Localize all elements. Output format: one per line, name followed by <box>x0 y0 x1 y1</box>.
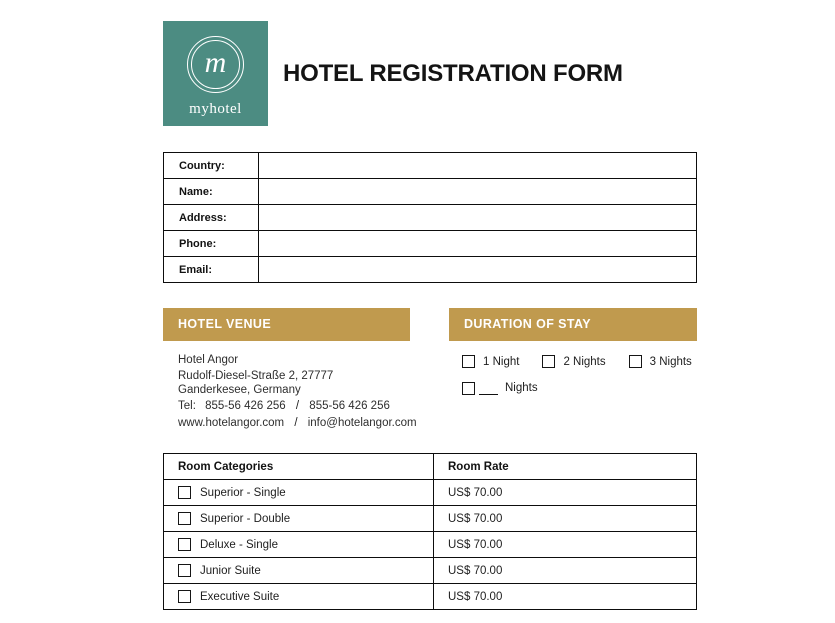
room-rate-value: US$ 70.00 <box>434 480 697 506</box>
room-category-label: Executive Suite <box>200 590 280 603</box>
brand-logo <box>163 21 268 126</box>
custom-nights-label: Nights <box>505 382 538 394</box>
duration-section-header: DURATION OF STAY <box>449 308 697 341</box>
hotel-address <box>178 370 333 397</box>
guest-field-row <box>164 231 697 257</box>
duration-option-label: 1 Night <box>483 355 520 368</box>
table-row <box>164 584 697 610</box>
room-category-label: Deluxe - Single <box>200 538 278 551</box>
room-category-label: Superior - Single <box>200 486 286 499</box>
duration-option-label: 2 Nights <box>563 355 606 368</box>
table-row <box>164 506 697 532</box>
web-separator: / <box>294 417 298 429</box>
guest-field-row <box>164 153 697 179</box>
address-value-cell[interactable] <box>259 205 697 231</box>
table-row <box>164 532 697 558</box>
address-line-2: Ganderkesee, Germany <box>178 383 301 396</box>
hotel-web-line <box>178 417 417 429</box>
hotel-name: Hotel Angor <box>178 354 239 366</box>
guest-info-table <box>163 152 697 283</box>
duration-custom-option-row <box>462 381 538 395</box>
phone-secondary: 855-56 426 256 <box>309 400 390 412</box>
page-title: HOTEL REGISTRATION FORM <box>283 60 623 87</box>
room-rate-value: US$ 70.00 <box>434 506 697 532</box>
duration-option-3-nights[interactable] <box>629 355 692 368</box>
room-category-label: Junior Suite <box>200 564 261 577</box>
checkbox-junior-suite[interactable] <box>178 564 191 577</box>
name-value-cell[interactable] <box>259 179 697 205</box>
phone-separator: / <box>295 400 300 412</box>
guest-field-row <box>164 257 697 283</box>
checkbox-deluxe-single[interactable] <box>178 538 191 551</box>
duration-option-label: 3 Nights <box>649 355 692 368</box>
room-category-label: Superior - Double <box>200 512 291 525</box>
checkbox-custom-nights[interactable] <box>462 382 475 395</box>
guest-field-label: Address: <box>164 205 259 231</box>
nights-fill-in-blank[interactable] <box>479 381 498 395</box>
table-row <box>164 480 697 506</box>
checkbox-superior-single[interactable] <box>178 486 191 499</box>
duration-options-row <box>462 355 692 368</box>
room-rate-header: Room Rate <box>434 454 697 480</box>
email-text: info@hotelangor.com <box>307 417 417 429</box>
duration-option-2-nights[interactable] <box>542 355 605 368</box>
guest-field-label: Country: <box>164 153 259 179</box>
country-value-cell[interactable] <box>259 153 697 179</box>
venue-section-header: HOTEL VENUE <box>163 308 410 341</box>
hotel-phone-line <box>178 400 390 412</box>
address-line-1: Rudolf-Diesel-Straße 2, 27777 <box>178 370 334 382</box>
room-categories-header: Room Categories <box>164 454 434 480</box>
guest-field-label: Name: <box>164 179 259 205</box>
website-text: www.hotelangor.com <box>178 417 285 429</box>
room-categories-table <box>163 453 697 610</box>
room-rate-value: US$ 70.00 <box>434 532 697 558</box>
checkbox-3-nights[interactable] <box>629 355 642 368</box>
room-rate-value: US$ 70.00 <box>434 584 697 610</box>
guest-field-label: Email: <box>164 257 259 283</box>
duration-option-1-night[interactable] <box>462 355 519 368</box>
phone-primary: 855-56 426 256 <box>205 400 286 412</box>
guest-field-row <box>164 205 697 231</box>
email-value-cell[interactable] <box>259 257 697 283</box>
table-row <box>164 558 697 584</box>
checkbox-superior-double[interactable] <box>178 512 191 525</box>
guest-field-row <box>164 179 697 205</box>
room-rate-value: US$ 70.00 <box>434 558 697 584</box>
guest-field-label: Phone: <box>164 231 259 257</box>
tel-label: Tel: <box>178 400 196 412</box>
checkbox-1-night[interactable] <box>462 355 475 368</box>
checkbox-executive-suite[interactable] <box>178 590 191 603</box>
monogram-m-icon: m <box>204 45 227 79</box>
phone-value-cell[interactable] <box>259 231 697 257</box>
monogram-ring <box>187 36 244 93</box>
brand-name: myhotel <box>189 101 242 117</box>
checkbox-2-nights[interactable] <box>542 355 555 368</box>
room-table-header-row <box>164 454 697 480</box>
